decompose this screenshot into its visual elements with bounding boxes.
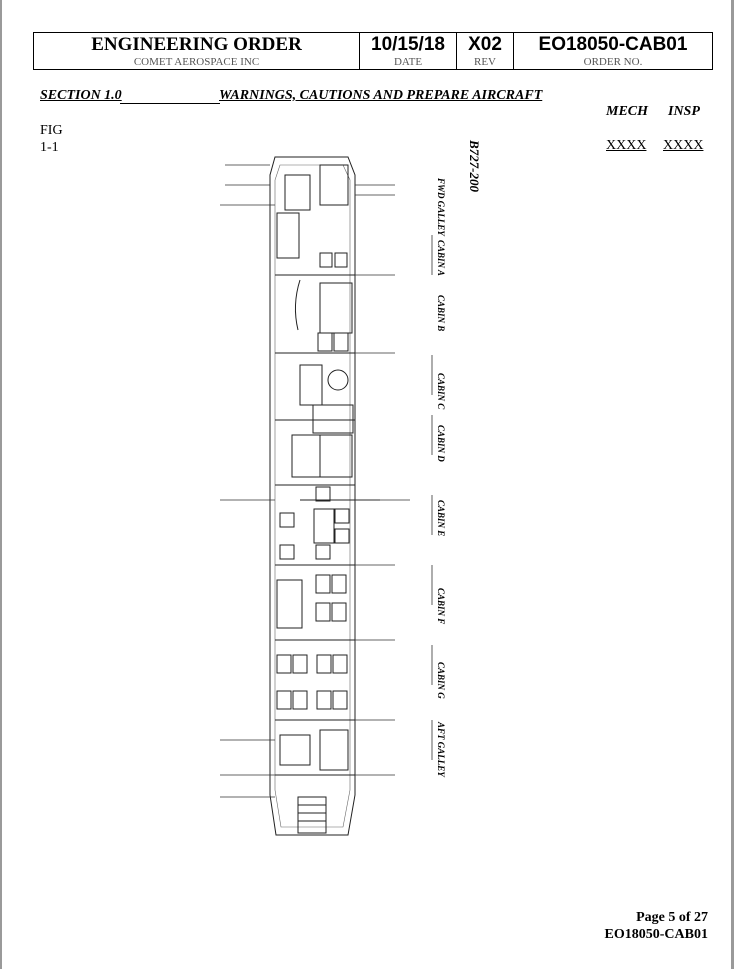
header-order-cell xyxy=(514,33,712,69)
header-rev-cell xyxy=(457,33,514,69)
fwd-galley xyxy=(285,175,310,210)
document-title: ENGINEERING ORDER xyxy=(91,33,302,55)
cabin-layout-drawing xyxy=(180,135,460,840)
section-number: SECTION 1.0 xyxy=(40,88,122,103)
date-label: DATE xyxy=(393,55,423,68)
footer-order-number: EO18050-CAB01 xyxy=(604,927,708,942)
header-title-cell xyxy=(34,33,360,69)
rev-label: REV xyxy=(474,55,496,68)
area-cabin-g: CABIN G xyxy=(436,662,446,699)
page-edge-left xyxy=(0,0,2,969)
date-value: 10/15/18 xyxy=(371,33,445,55)
order-number: EO18050-CAB01 xyxy=(538,33,688,55)
page-number: Page 5 of 27 xyxy=(636,910,708,925)
figure-label-text: FIG xyxy=(40,123,63,138)
area-cabin-c: CABIN C xyxy=(436,373,446,410)
rev-value: X02 xyxy=(468,33,502,55)
insp-signoff-field[interactable]: XXXX xyxy=(663,138,704,153)
figure-number: 1-1 xyxy=(40,140,59,155)
area-cabin-a: CABIN A xyxy=(436,240,446,276)
figure-label xyxy=(40,122,63,156)
area-cabin-e: CABIN E xyxy=(436,500,446,537)
company-name: COMET AEROSPACE INC xyxy=(133,55,260,68)
area-cabin-f: CABIN F xyxy=(436,588,446,625)
aircraft-model: B727-200 xyxy=(467,140,482,192)
document-header xyxy=(33,32,713,70)
area-cabin-b: CABIN B xyxy=(436,295,446,332)
insp-label: INSP xyxy=(668,104,700,119)
section-title: WARNINGS, CAUTIONS AND PREPARE AIRCRAFT xyxy=(219,88,543,103)
area-fwd-galley: FWD GALLEY xyxy=(436,178,446,236)
aft-galley xyxy=(280,735,310,765)
order-label: ORDER NO. xyxy=(583,55,643,68)
section-rule xyxy=(120,103,220,104)
header-date-cell xyxy=(360,33,457,69)
area-aft-galley: AFT GALLEY xyxy=(436,722,446,777)
fuselage-outline xyxy=(270,157,355,835)
mech-label: MECH xyxy=(606,104,649,119)
mech-signoff-field[interactable]: XXXX xyxy=(606,138,647,153)
area-cabin-d: CABIN D xyxy=(436,425,446,462)
